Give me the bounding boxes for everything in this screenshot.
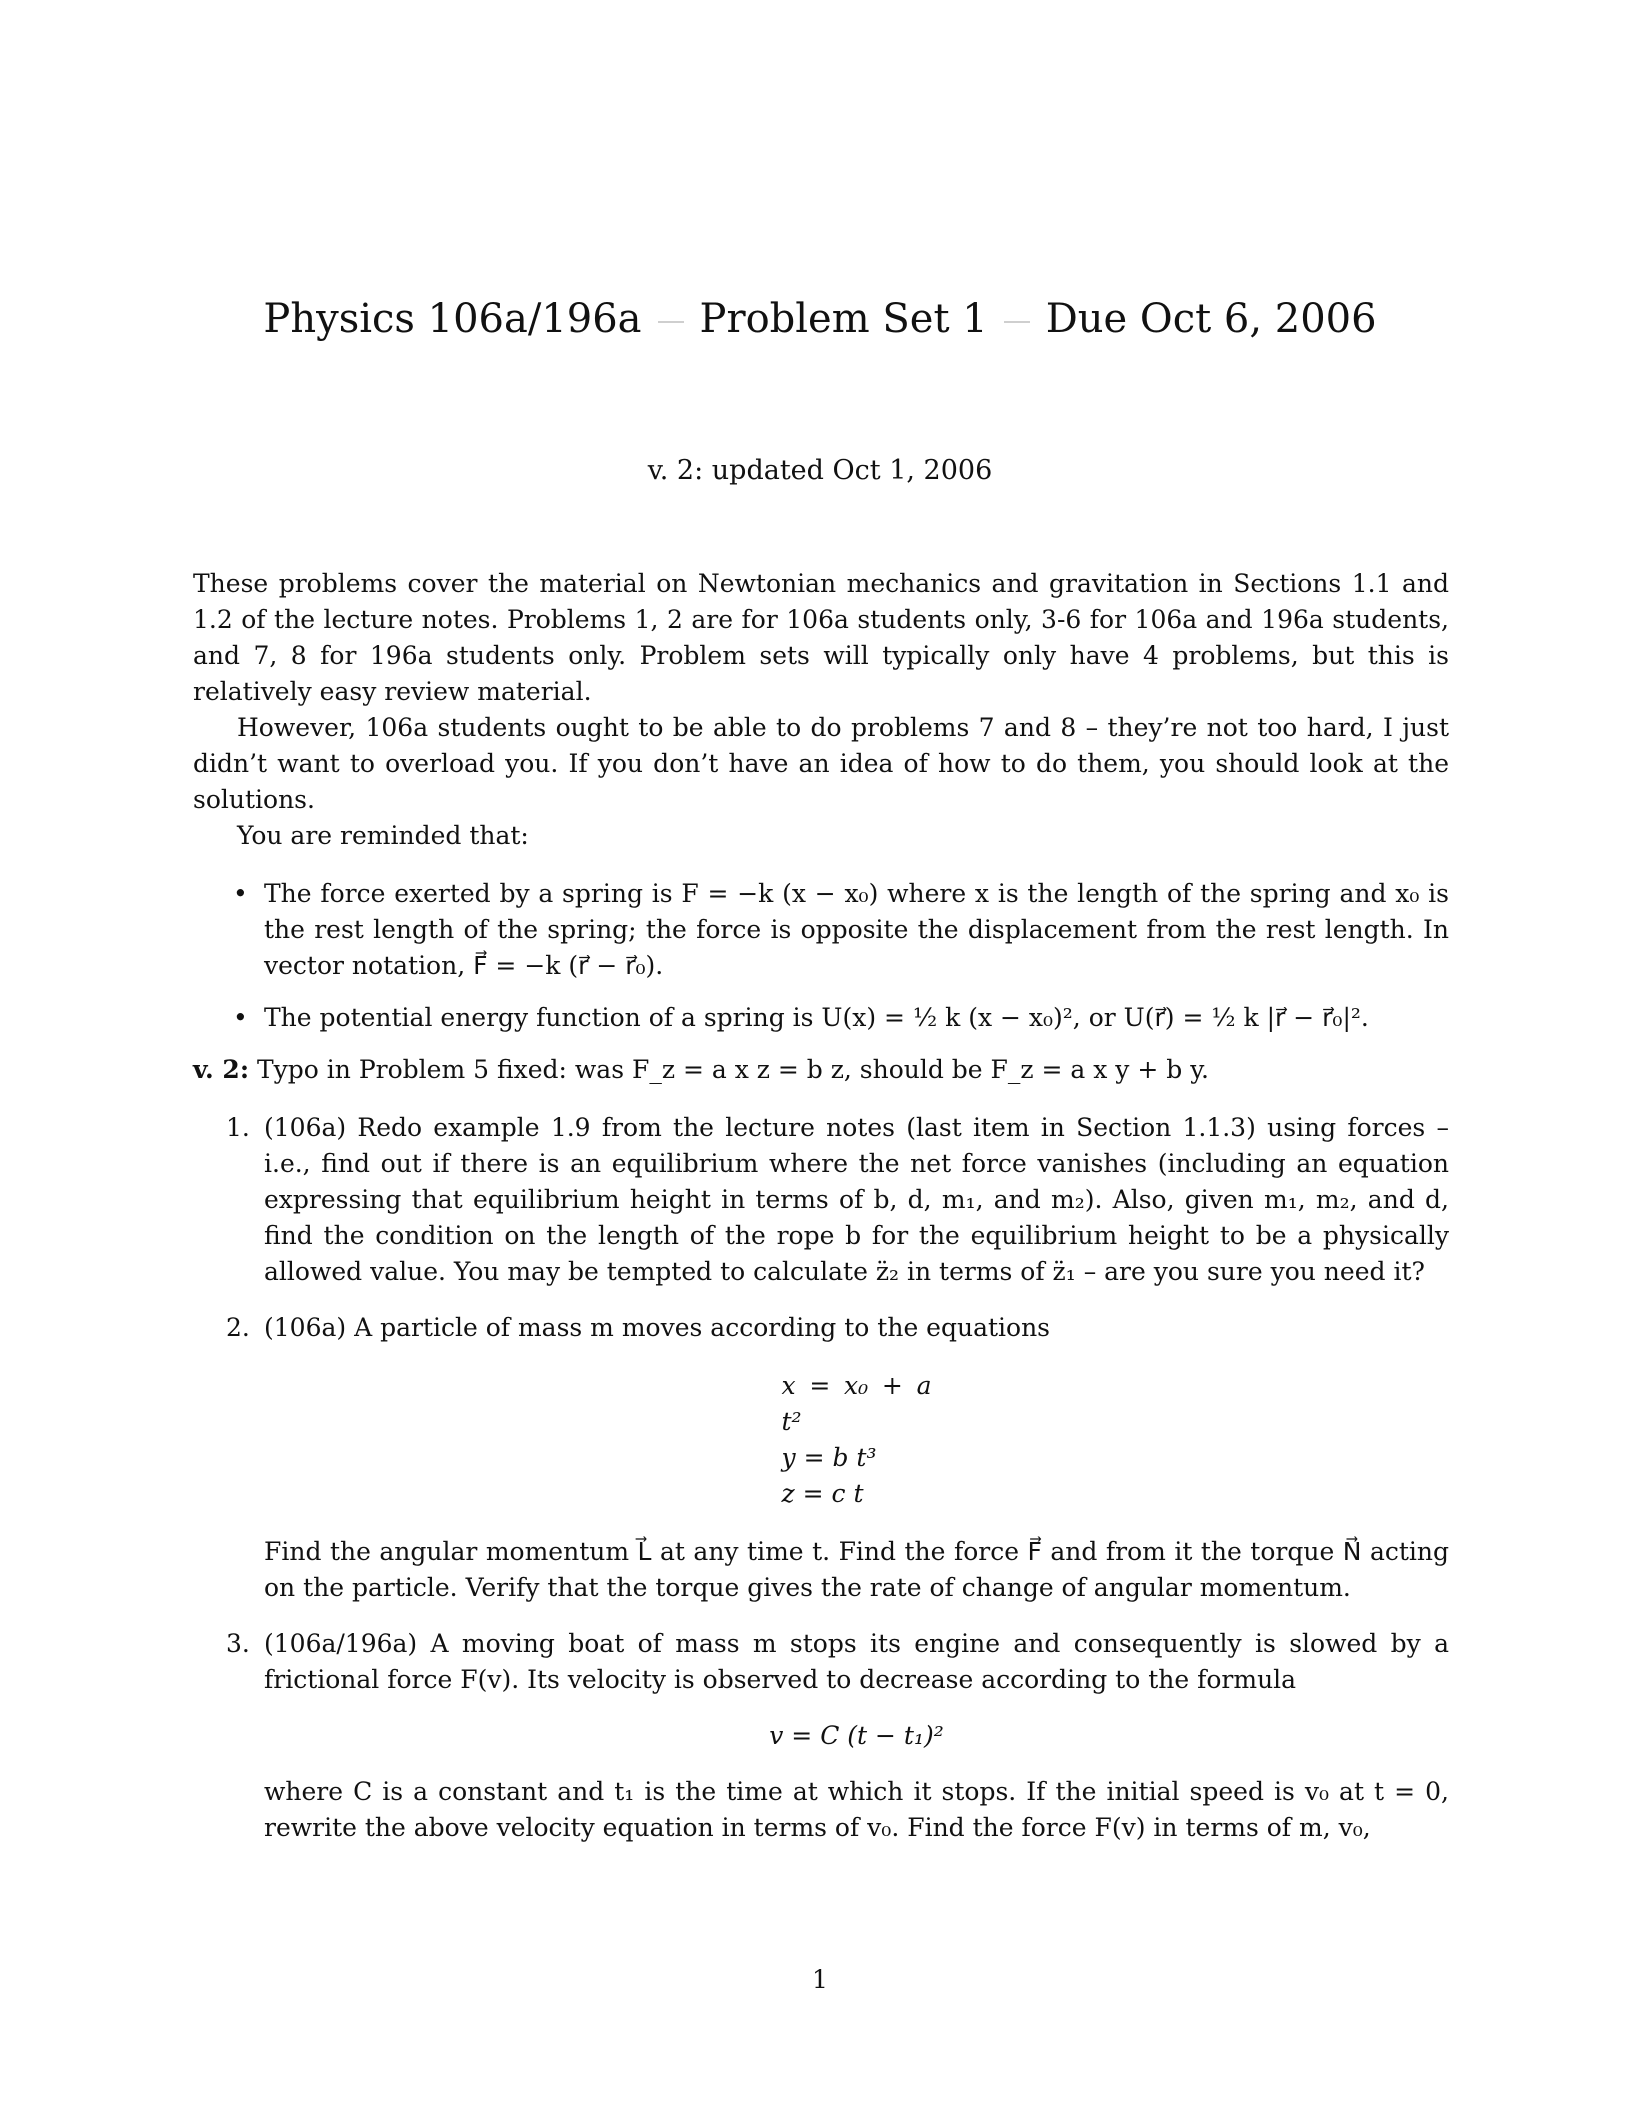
title-due-date: Due Oct 6, 2006	[1045, 296, 1377, 342]
problem-text-after: Find the angular momentum L⃗ at any time t. Find the force F⃗ and from it the torque N⃗ acting on the particle. Verify that the torque gives the rate of change of angular momentum.	[264, 1537, 1449, 1602]
version-subtitle: v. 2: updated Oct 1, 2006	[647, 455, 993, 486]
reminder-text: The potential energy function of a spring is U(x) = ½ k (x − x₀)², or U(r⃗) = ½ k |r⃗ − r⃗₀|².	[264, 1003, 1369, 1032]
velocity-equation: v = C (t − t₁)²	[769, 1721, 944, 1750]
list-item	[193, 876, 1449, 984]
intro-paragraph-1: These problems cover the material on Newtonian mechanics and gravitation in Sections 1.1 and 1.2 of the lecture notes. Problems 1, 2 are for 106a students only, 3-6 for 106a and 196a students, and 7, 8 for 196a students only. Problem sets will typically only have 4 problems, but this is relatively easy review material.	[193, 569, 1449, 706]
reminder-text: The force exerted by a spring is F = −k (x − x₀) where x is the length of the spring and x₀ is the rest length of the spring; the force is opposite the displacement from the rest length. In vector notation, F⃗ = −k (r⃗ − r⃗₀).	[264, 879, 1449, 980]
problem-item	[193, 1310, 1449, 1606]
list-item	[193, 1000, 1449, 1036]
update-note-text: Typo in Problem 5 fixed: was F_z = a x z = b z, should be F_z = a x y + b y.	[257, 1055, 1209, 1084]
problem-text: (106a) Redo example 1.9 from the lecture notes (last item in Section 1.1.3) using forces – i.e., find out if there is an equilibrium where the net force vanishes (including an equation expressing that equilibrium height in terms of b, d, m₁, and m₂). Also, given m₁, m₂, and d, find the condition on the length of the rope b for the equilibrium height to be a physically allowed value. You may be tempted to calculate z̈₂ in terms of z̈₁ – are you sure you need it?	[264, 1113, 1449, 1286]
problem-item	[193, 1110, 1449, 1290]
page-title	[0, 296, 1640, 342]
intro-paragraph-2: However, 106a students ought to be able to do problems 7 and 8 – they’re not too hard, I just didn’t want to overload you. If you don’t have an idea of how to do them, you should look at the solutions.	[193, 713, 1449, 814]
title-dash	[1004, 321, 1030, 323]
bullet-icon: •	[233, 1003, 248, 1032]
title-course: Physics 106a/196a	[263, 296, 642, 342]
equation-x: x = x₀ + a t²	[781, 1371, 932, 1436]
problem-number: 2.	[226, 1313, 250, 1342]
equation-y: y = b t³	[781, 1443, 877, 1472]
update-note-label: v. 2:	[193, 1055, 250, 1084]
title-problem-set: Problem Set 1	[699, 296, 988, 342]
reminder-list	[193, 876, 1449, 1036]
bullet-icon: •	[233, 879, 248, 908]
problem-item	[193, 1626, 1449, 1846]
equation-z: z = c t	[781, 1479, 864, 1508]
problem-text: (106a) A particle of mass m moves according to the equations	[264, 1313, 1051, 1342]
problem-number: 3.	[226, 1629, 250, 1658]
title-dash	[658, 321, 684, 323]
problem-list	[193, 1110, 1449, 1846]
problem-text: (106a/196a) A moving boat of mass m stops its engine and consequently is slowed by a frictional force F(v). Its velocity is observed to decrease according to the formula	[264, 1629, 1449, 1694]
page-number: 1	[812, 1965, 828, 1994]
document-body	[193, 566, 1449, 1866]
problem-number: 1.	[226, 1113, 250, 1142]
problem-text-after: where C is a constant and t₁ is the time at which it stops. If the initial speed is v₀ at t = 0, rewrite the above velocity equation in terms of v₀. Find the force F(v) in terms of m, v₀,	[264, 1777, 1449, 1842]
intro-paragraph-3: You are reminded that:	[237, 821, 529, 850]
equation-block	[264, 1368, 1449, 1512]
update-note	[193, 1052, 1449, 1088]
